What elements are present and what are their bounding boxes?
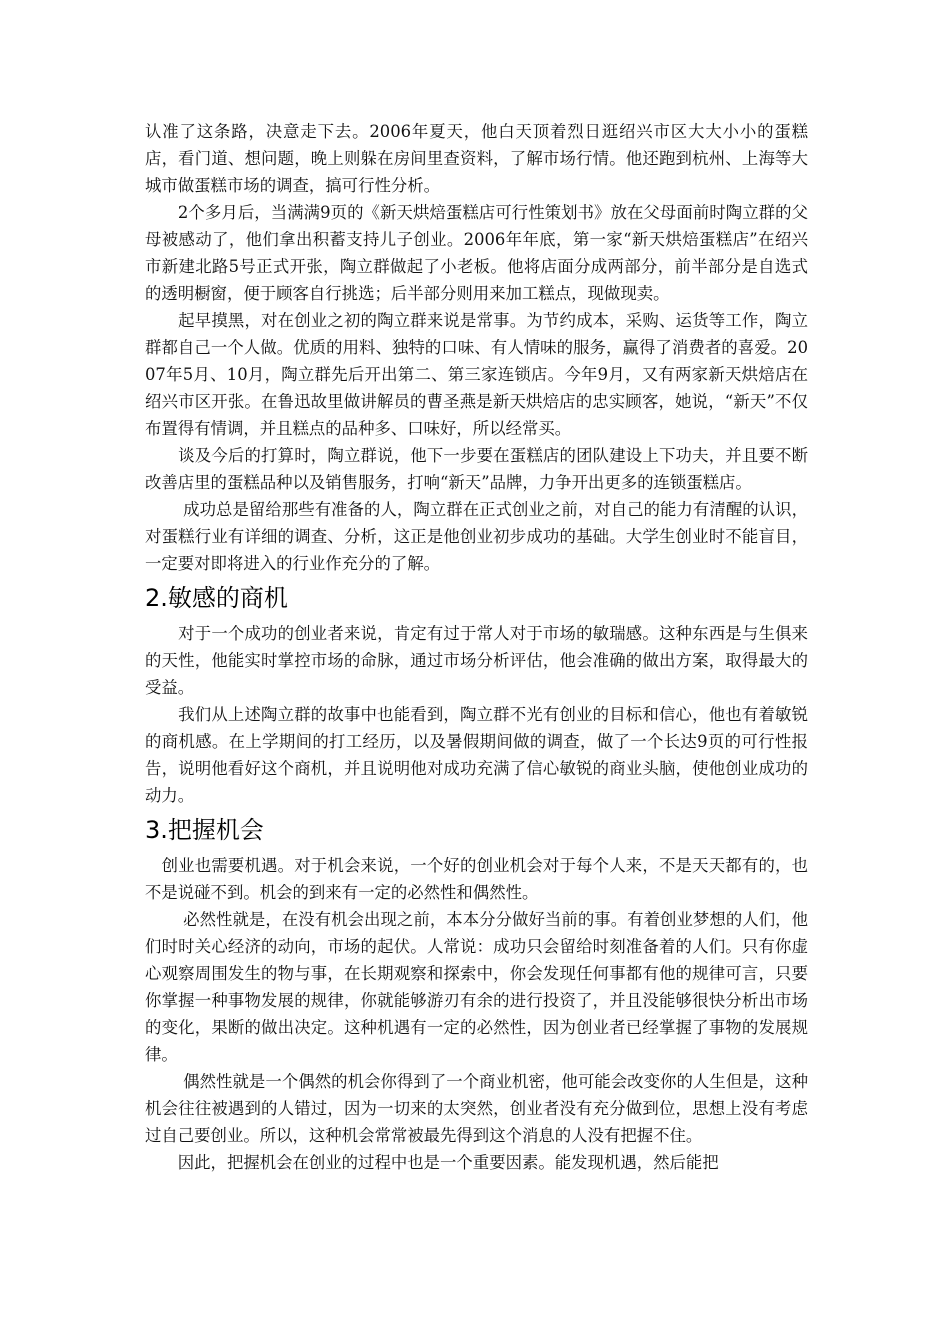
paragraph: 因此，把握机会在创业的过程中也是一个重要因素。能发现机遇，然后能把 [145,1153,719,1172]
section-heading: 2.敏感的商机 [145,584,288,612]
paragraph: 认准了这条路，决意走下去。2006年夏天，他白天顶着烈日逛绍兴市区大大小小的蛋糕店，看门道、想问题，晚上则躲在房间里查资料，了解市场行情。他还跑到杭州、上海等大城市做蛋糕市场的调查，搞可行性分析。 [145,122,808,195]
paragraph: 谈及今后的打算时，陶立群说，他下一步要在蛋糕店的团队建设上下功夫，并且要不断改善店里的蛋糕品种以及销售服务，打响“新天”品牌，力争开出更多的连锁蛋糕店。 [145,446,808,492]
paragraph: 对于一个成功的创业者来说，肯定有过于常人对于市场的敏瑞感。这种东西是与生俱来的天性，他能实时掌控市场的命脉，通过市场分析评估，他会准确的做出方案，取得最大的受益。 [145,624,808,697]
paragraph: 必然性就是，在没有机会出现之前，本本分分做好当前的事。有着创业梦想的人们，他们时时关心经济的动向，市场的起伏。人常说：成功只会留给时刻准备着的人们。只有你虚心观察周围发生的物与事，在长期观察和探索中，你会发现任何事都有他的规律可言，只要你掌握一种事物发展的规律，你就能够游刃有余的进行投资了，并且没能够很快分析出市场的变化，果断的做出决定。这种机遇有一定的必然性，因为创业者已经掌握了事物的发展规律。 [145,910,808,1064]
section-heading: 3.把握机会 [145,816,264,844]
document-page [145,118,808,1176]
paragraph: 起早摸黑，对在创业之初的陶立群来说是常事。为节约成本，采购、运货等工作，陶立群都自己一个人做。优质的用料、独特的口味、有人情味的服务，赢得了消费者的喜爱。2007年5月、10月，陶立群先后开出第二、第三家连锁店。今年9月，又有两家新天烘焙店在绍兴市区开张。在鲁迅故里做讲解员的曹圣燕是新天烘焙店的忠实顾客，她说，“新天”不仅布置得有情调，并且糕点的品种多、口味好，所以经常买。 [145,311,808,438]
paragraph: 2个多月后，当满满9页的《新天烘焙蛋糕店可行性策划书》放在父母面前时陶立群的父母被感动了，他们拿出积蓄支持儿子创业。2006年年底，第一家“新天烘焙蛋糕店”在绍兴市新建北路5号正式开张，陶立群做起了小老板。他将店面分成两部分，前半部分是自选式的透明橱窗，便于顾客自行挑选；后半部分则用来加工糕点，现做现卖。 [145,203,808,303]
paragraph: 创业也需要机遇。对于机会来说，一个好的创业机会对于每个人来，不是天天都有的，也不是说碰不到。机会的到来有一定的必然性和偶然性。 [145,856,808,902]
paragraph: 成功总是留给那些有准备的人，陶立群在正式创业之前，对自己的能力有清醒的认识，对蛋糕行业有详细的调查、分析，这正是他创业初步成功的基础。大学生创业时不能盲目，一定要对即将进入的行业作充分的了解。 [145,500,808,573]
paragraph: 我们从上述陶立群的故事中也能看到，陶立群不光有创业的目标和信心，他也有着敏锐的商机感。在上学期间的打工经历，以及暑假期间做的调查，做了一个长达9页的可行性报告，说明他看好这个商机，并且说明他对成功充满了信心敏锐的商业头脑，使他创业成功的动力。 [145,705,808,805]
paragraph: 偶然性就是一个偶然的机会你得到了一个商业机密，他可能会改变你的人生但是，这种机会往往被遇到的人错过，因为一切来的太突然，创业者没有充分做到位，思想上没有考虑过自己要创业。所以，这种机会常常被最先得到这个消息的人没有把握不住。 [145,1072,808,1145]
